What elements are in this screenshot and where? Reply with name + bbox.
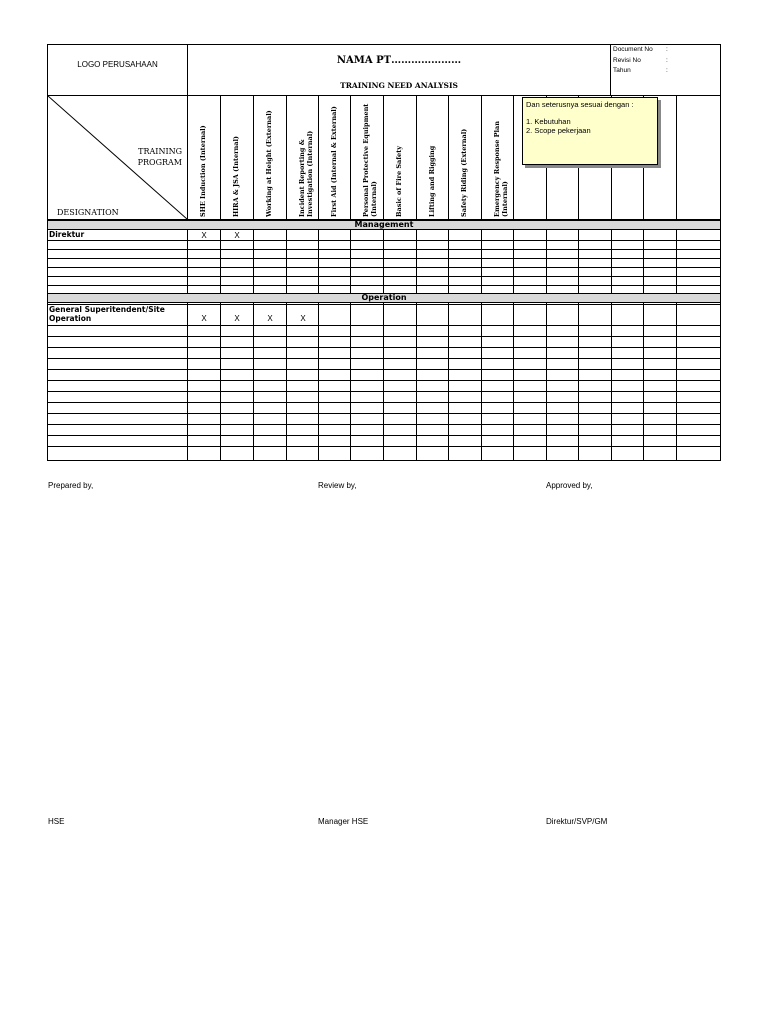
row-line <box>47 258 721 259</box>
program-header: Incident Reporting & Investigation (Internal) <box>298 130 314 217</box>
row-line <box>47 302 721 303</box>
column-line <box>318 95 319 460</box>
column-line <box>253 95 254 460</box>
program-header: Safety Riding (External) <box>460 128 468 217</box>
company-logo: LOGO PERUSAHAAN <box>77 60 158 69</box>
training-mark: X <box>201 314 207 323</box>
row-line <box>47 402 721 403</box>
program-header: Lifting and Rigging <box>428 145 436 217</box>
meta-sep: : <box>666 46 668 53</box>
training-mark: X <box>201 231 207 240</box>
signatory-manager-hse: Manager HSE <box>318 817 369 826</box>
row-line <box>47 435 721 436</box>
row-line <box>47 325 721 326</box>
training-mark: X <box>300 314 306 323</box>
row-line <box>47 240 721 241</box>
column-line <box>350 95 351 460</box>
row-line <box>47 229 721 230</box>
row-line <box>47 267 721 268</box>
row-line <box>47 347 721 348</box>
row-line <box>47 249 721 250</box>
meta-col-border <box>610 44 611 95</box>
training-mark: X <box>234 314 240 323</box>
row-line <box>47 424 721 425</box>
designation-general-superintendent: General Superitendent/Site Operation <box>49 305 165 323</box>
prepared-by-label: Prepared by, <box>48 481 94 490</box>
program-header: Personal Protective Equipment (Internal) <box>362 103 378 217</box>
column-line <box>383 95 384 460</box>
note-line: 2. Scope pekerjaan <box>526 126 591 135</box>
row-line <box>47 446 721 447</box>
signatory-direktur: Direktur/SVP/GM <box>546 817 608 826</box>
training-mark: X <box>267 314 273 323</box>
document-title: TRAINING NEED ANALYSIS <box>340 81 458 90</box>
column-line <box>416 95 417 460</box>
column-line <box>448 95 449 460</box>
review-by-label: Review by, <box>318 481 357 490</box>
program-header: First Aid (Internal & External) <box>330 106 338 217</box>
meta-sep: : <box>666 56 668 64</box>
table-right-border <box>720 44 721 460</box>
row-line <box>47 413 721 414</box>
column-line <box>676 95 677 460</box>
comment-note <box>522 97 658 165</box>
program-header: Basic of Fire Safety <box>395 146 403 217</box>
meta-tahun: Tahun <box>613 67 631 74</box>
corner-training-program: TRAINING PROGRAM <box>137 147 182 167</box>
signatory-hse: HSE <box>48 817 65 826</box>
column-line <box>286 95 287 460</box>
section-label-operation: Operation <box>361 293 407 302</box>
row-line <box>47 460 721 461</box>
row-line <box>47 276 721 277</box>
row-line <box>47 391 721 392</box>
row-line <box>47 369 721 370</box>
approved-by-label: Approved by, <box>546 481 593 490</box>
program-header: Emergency Response Plan (Internal) <box>493 121 509 217</box>
column-line <box>481 95 482 460</box>
meta-labels <box>613 45 653 77</box>
section-label-management: Management <box>354 220 414 229</box>
company-name: NAMA PT………………… <box>336 55 462 66</box>
row-line <box>47 285 721 286</box>
row-line <box>47 336 721 337</box>
meta-document-no: Document No <box>613 46 653 53</box>
column-line <box>513 95 514 460</box>
meta-sep: : <box>666 67 668 74</box>
row-line <box>47 358 721 359</box>
corner-designation: DESIGNATION <box>57 208 119 217</box>
designation-direktur: Direktur <box>49 230 85 239</box>
row-line <box>47 293 721 294</box>
designation-col-border <box>187 44 188 460</box>
row-line <box>47 380 721 381</box>
meta-separators <box>666 45 668 77</box>
program-header: SHE Induction (Internal) <box>199 125 207 217</box>
program-header: HIRA & JSA (Internal) <box>232 136 240 217</box>
note-line: 1. Kebutuhan <box>526 117 571 126</box>
note-line: Dan seterusnya sesuai dengan : <box>526 100 634 109</box>
training-mark: X <box>234 231 240 240</box>
section-border <box>47 220 721 221</box>
meta-revisi-no: Revisi No <box>613 56 641 64</box>
program-header: Working at Height (External) <box>265 110 273 217</box>
column-line <box>220 95 221 460</box>
